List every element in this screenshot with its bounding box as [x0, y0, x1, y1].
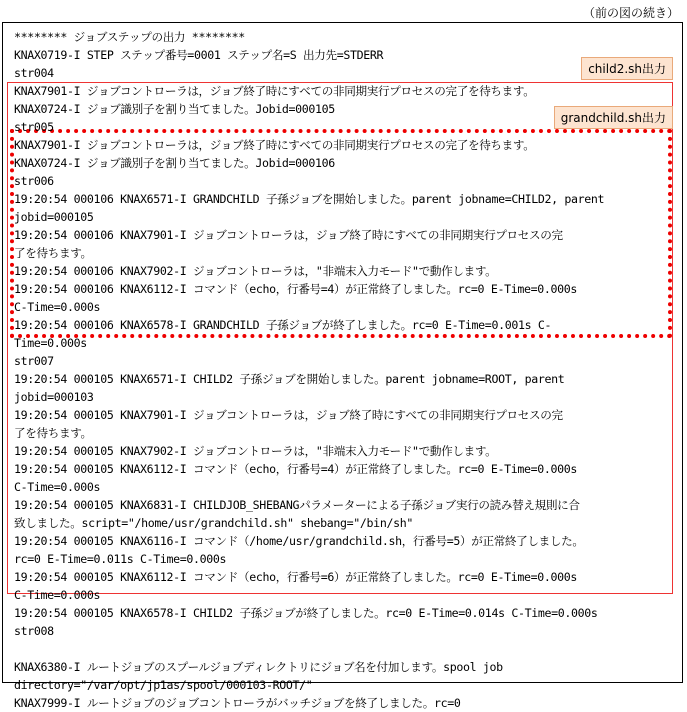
output-line: C-Time=0.000s	[14, 300, 101, 314]
output-line	[14, 640, 678, 658]
output-line: 19:20:54 000105 KNAX7901-I ジョブコントローラは，ジョブ終了時にすべての非同期実行プロセスの完	[14, 408, 563, 422]
output-line: str005	[14, 120, 54, 134]
grandchild-output-label: grandchild.sh出力	[554, 106, 673, 129]
output-line: KNAX7901-I ジョブコントローラは，ジョブ終了時にすべての非同期実行プロセスの完了を待ちます。	[14, 138, 535, 152]
child2-output-label: child2.sh出力	[581, 57, 673, 80]
output-line: 19:20:54 000106 KNAX7902-I ジョブコントローラは，"非端末入力モード"で動作します。	[14, 264, 497, 278]
output-line: 19:20:54 000105 KNAX6116-I コマンド（/home/usr/grandchild.sh，行番号=5）が正常終了しました。	[14, 534, 584, 548]
output-line: KNAX0724-I ジョブ識別子を割り当てました。Jobid=000105	[14, 102, 335, 116]
output-lines	[14, 28, 678, 712]
output-line: 19:20:54 000106 KNAX7901-I ジョブコントローラは，ジョブ終了時にすべての非同期実行プロセスの完	[14, 228, 563, 242]
output-line: ******** ジョブステップの出力 ********	[14, 30, 245, 44]
output-line: 19:20:54 000106 KNAX6112-I コマンド（echo，行番号=4）が正常終了しました。rc=0 E-Time=0.000s	[14, 282, 578, 296]
output-line: rc=0 E-Time=0.011s C-Time=0.000s	[14, 552, 227, 566]
output-line: 19:20:54 000105 KNAX6571-I CHILD2 子孫ジョブを開始しました。parent jobname=ROOT, parent	[14, 372, 565, 386]
output-line: str007	[14, 354, 54, 368]
output-line: KNAX7901-I ジョブコントローラは，ジョブ終了時にすべての非同期実行プロセスの完了を待ちます。	[14, 84, 535, 98]
output-line: 19:20:54 000105 KNAX7902-I ジョブコントローラは，"非端末入力モード"で動作します。	[14, 444, 497, 458]
output-line: KNAX0719-I STEP ステップ番号=0001 ステップ名=S 出力先=STDERR	[14, 48, 384, 62]
output-line: 了を待ちます。	[14, 246, 92, 260]
output-line: str008	[14, 624, 54, 638]
output-line: directory="/var/opt/jp1as/spool/000103-ROOT/"	[14, 678, 313, 692]
output-line: str004	[14, 66, 54, 80]
output-line: jobid=000103	[14, 390, 94, 404]
output-line: jobid=000105	[14, 210, 94, 224]
output-line: str006	[14, 174, 54, 188]
output-line: KNAX0724-I ジョブ識別子を割り当てました。Jobid=000106	[14, 156, 335, 170]
output-line: 了を待ちます。	[14, 426, 92, 440]
output-line: 19:20:54 000105 KNAX6831-I CHILDJOB_SHEBANGパラメーターによる子孫ジョブ実行の読み替え規則に合	[14, 498, 580, 512]
output-line: Time=0.000s	[14, 336, 87, 350]
output-line: 19:20:54 000105 KNAX6112-I コマンド（echo，行番号=4）が正常終了しました。rc=0 E-Time=0.000s	[14, 462, 578, 476]
output-line: 19:20:54 000105 KNAX6112-I コマンド（echo，行番号=6）が正常終了しました。rc=0 E-Time=0.000s	[14, 570, 578, 584]
output-line: 19:20:54 000105 KNAX6578-I CHILD2 子孫ジョブが終了しました。rc=0 E-Time=0.014s C-Time=0.000s	[14, 606, 598, 620]
output-line: C-Time=0.000s	[14, 480, 101, 494]
output-line: 19:20:54 000106 KNAX6578-I GRANDCHILD 子孫ジョブが終了しました。rc=0 E-Time=0.001s C-	[14, 318, 552, 332]
output-line: C-Time=0.000s	[14, 588, 101, 602]
output-line: KNAX6380-I ルートジョブのスプールジョブディレクトリにジョブ名を付加します。spool job	[14, 660, 503, 674]
output-line: 致しました。script="/home/usr/grandchild.sh" shebang="/bin/sh"	[14, 516, 413, 530]
figure-continuation-caption: （前の図の続き）	[582, 6, 679, 20]
output-line: 19:20:54 000106 KNAX6571-I GRANDCHILD 子孫ジョブを開始しました。parent jobname=CHILD2, parent	[14, 192, 605, 206]
output-line: KNAX7999-I ルートジョブのジョブコントローラがバッチジョブを終了しました。rc=0	[14, 696, 461, 710]
